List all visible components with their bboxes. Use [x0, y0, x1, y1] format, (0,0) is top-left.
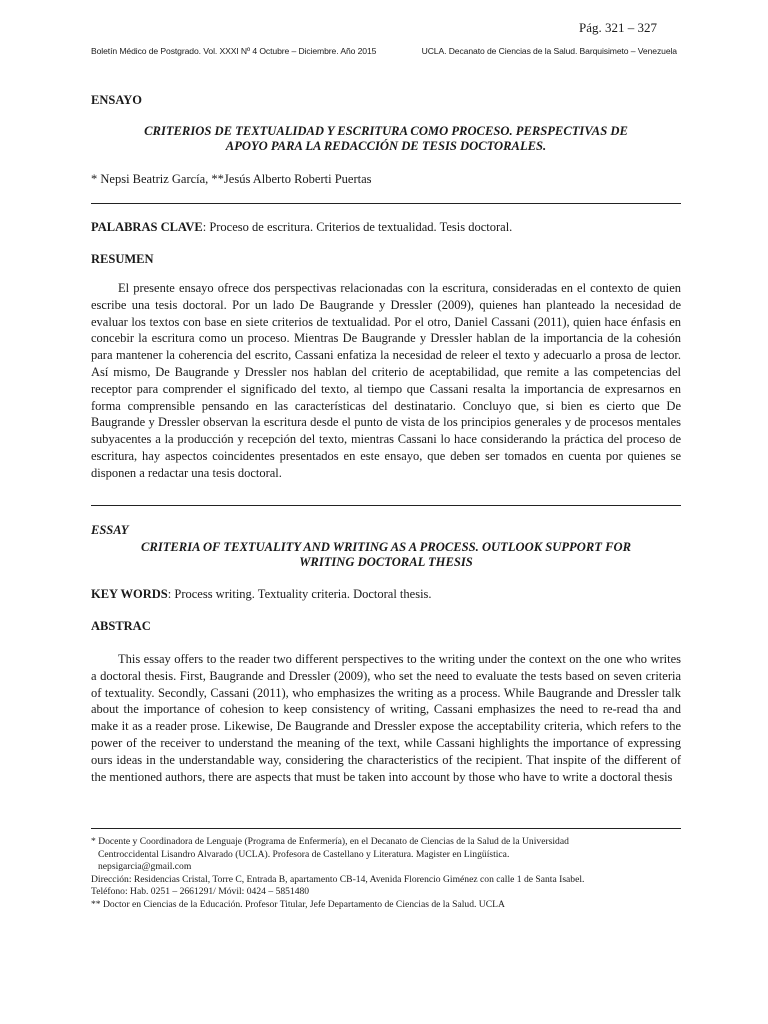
- divider-top: [91, 203, 681, 204]
- footnotes: [91, 836, 681, 912]
- footnote-line-2: Centroccidental Lisandro Alvarado (UCLA). Profesora de Castellano y Literatura. Magister en Lingüística.: [98, 848, 510, 860]
- journal-header: Boletín Médico de Postgrado. Vol. XXXI Nº 4 Octubre – Diciembre. Año 2015: [91, 46, 377, 56]
- abstract-en-text: This essay offers to the reader two different perspectives to the writing under the context on the one who writes a doctoral thesis. First, Baugrande and Dressler (2009), who set the need to evaluate the tests based on seven criteria of textuality. Secondly, Cassani (2011), who emphasizes the writing as a process. While Baugrande and Dressler talk about the importance of cohesion to keep consistency of writing, Cassani emphasizes the need to re-read tha and make it as a reader prose. Likewise, De Baugrande and Dressler expose the acceptability criteria, which refers to the power of the receiver to understand the meaning of the text, while Cassani highlights the importance of expressing ours ideas in the understandable way, considering the characteristics of the recipient. That inspite of the different of the mentioned authors, there are aspects that must be taken into account by those who have to write a doctoral thesis: [91, 652, 681, 784]
- title-en-line-1: CRITERIA OF TEXTUALITY AND WRITING AS A PROCESS. OUTLOOK SUPPORT FOR: [141, 540, 631, 554]
- abstract-es: [91, 280, 681, 482]
- title-line-2: APOYO PARA LA REDACCIÓN DE TESIS DOCTORALES.: [225, 139, 547, 153]
- divider-middle: [91, 505, 681, 506]
- footnote-address: Dirección: Residencias Cristal, Torre C, Entrada B, apartamento CB-14, Avenida Florencio Giménez con calle 1 de Santa Isabel.: [91, 873, 585, 885]
- footnote-second-author: ** Doctor en Ciencias de la Educación. Profesor Titular, Jefe Departamento de Ciencias de la Salud. UCLA: [91, 898, 505, 910]
- title-en-line-2: WRITING DOCTORAL THESIS: [299, 555, 473, 569]
- keywords-es: [91, 220, 512, 235]
- authors: * Nepsi Beatriz García, **Jesús Alberto Roberti Puertas: [91, 172, 372, 186]
- footnote-line-1: * Docente y Coordinadora de Lenguaje (Programa de Enfermería), en el Decanato de Ciencias de la Salud de la Universidad: [91, 836, 569, 847]
- title-line-1: CRITERIOS DE TEXTUALIDAD Y ESCRITURA COMO PROCESO. PERSPECTIVAS DE: [144, 124, 628, 138]
- abstract-heading-en: ABSTRAC: [91, 619, 151, 633]
- page-number: Pág. 321 – 327: [579, 20, 657, 35]
- keywords-en-label: KEY WORDS: [91, 587, 168, 601]
- footnote-email: nepsigarcia@gmail.com: [98, 861, 192, 873]
- keywords-en: [91, 587, 432, 602]
- keywords-en-text: : Process writing. Textuality criteria. Doctoral thesis.: [167, 587, 432, 601]
- abstract-es-text: El presente ensayo ofrece dos perspectivas relacionadas con la escritura, consideradas en el contexto de quien escribe una tesis doctoral. Por un lado De Baugrande y Dressler (2009), quienes han planteado la necesidad de evaluar los textos con base en siete criterios de textualidad. Por el otro, Daniel Cassani (2011), quien hace énfasis en concebir la escritura como un proceso. Mientras De Baugrande y Dressler hablan de la importancia de la cohesión para mantener la coherencia del escrito, Cassani enfatiza la necesidad de releer el texto y adecuarlo a prosa de lector. Así mismo, De Baugrande y Dressler nos hablan del criterio de aceptabilidad, que remite a las competencias del receptor para comprender el significado del texto, al tiempo que Cassani resalta la importancia de expresarnos en forma comprensible pensando en las características del destinatario. Concluyo que, si bien es cierto que De Baugrande y Dressler observan la escritura desde el punto de vista de los principios generales y de procesos mentales subyacentes a la producción y recepción del texto, mientras Cassani lo hace considerando la práctica del proceso de escritura, hay aspectos coincidentes presentados en este ensayo, que deben ser tomados en cuenta por quienes se disponen a redactar una tesis doctoral.: [91, 281, 681, 480]
- footnote-divider: [91, 828, 681, 829]
- institution-header: UCLA. Decanato de Ciencias de la Salud. Barquisimeto – Venezuela: [421, 46, 677, 56]
- section-heading-en: ESSAY: [91, 523, 129, 537]
- article-title-en: [91, 540, 681, 570]
- footnote-phone: Teléfono: Hab. 0251 – 2661291/ Móvil: 0424 – 5851480: [91, 886, 310, 898]
- keywords-label: PALABRAS CLAVE: [91, 220, 203, 234]
- article-title-es: [91, 124, 681, 154]
- section-heading-es: ENSAYO: [91, 93, 142, 107]
- keywords-text: : Proceso de escritura. Criterios de textualidad. Tesis doctoral.: [202, 220, 513, 234]
- abstract-en: [91, 651, 681, 785]
- abstract-heading-es: RESUMEN: [91, 252, 154, 266]
